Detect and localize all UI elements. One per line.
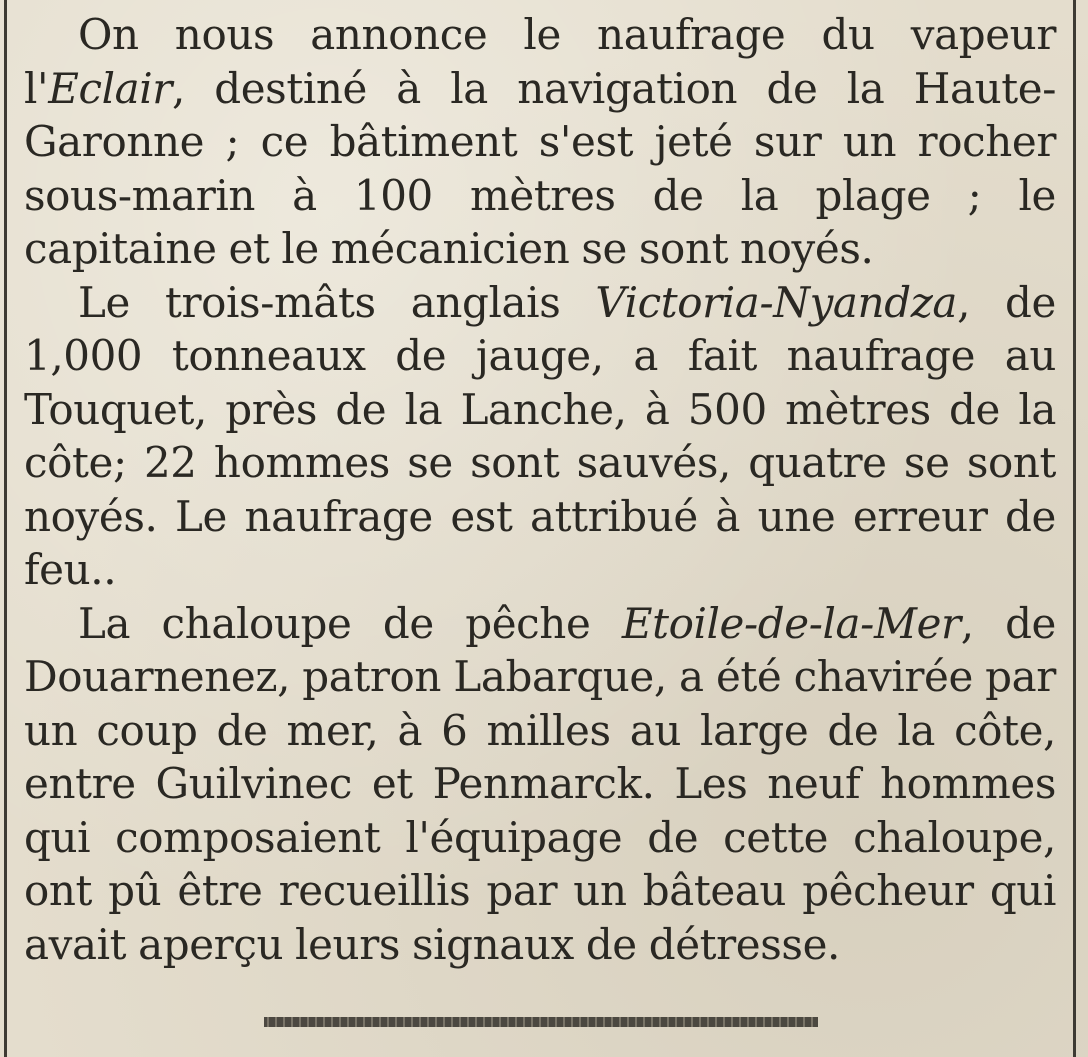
column-rule-left	[4, 0, 7, 1057]
paragraph-victoria-nyandza	[24, 276, 1056, 597]
paragraph-2-text-cont: , de 1,000 tonneaux de jauge, a fait naufrage au Touquet, près de la Lanche, à 500 mètres de la côte; 22 hommes se sont sauvés, quatre se sont noyés. Le naufrage est attribué à une erreur de feu..	[24, 277, 1056, 594]
paragraph-2-text: Le trois-mâts anglais	[78, 277, 596, 327]
article-column	[24, 8, 1056, 971]
ship-name-etoile-de-la-mer: Etoile-de-la-Mer	[621, 598, 961, 648]
section-end-rule	[264, 1017, 818, 1027]
paragraph-1-text: On nous annonce le naufrage du vapeur l'	[24, 10, 1056, 113]
column-rule-right	[1073, 0, 1076, 1057]
paragraph-1-text-cont: , destiné à la navigation de la Haute-Garonne ; ce bâtiment s'est jeté sur un rocher sous-marin à 100 mètres de la plage ; le capitaine et le mécanicien se sont noyés.	[24, 63, 1056, 273]
paragraph-eclair	[24, 8, 1056, 276]
ship-name-victoria-nyandza: Victoria-Nyandza	[595, 277, 958, 327]
paragraph-3-text-cont: , de Douarnenez, patron Labarque, a été chavirée par un coup de mer, à 6 milles au large de la côte, entre Guilvinec et Penmarck. Les neuf hommes qui composaient l'équipage de cette chaloupe, ont pû être recueillis par un bâteau pêcheur qui avait aperçu leurs signaux de détresse.	[24, 598, 1057, 969]
paragraph-etoile-de-la-mer	[24, 597, 1056, 972]
paragraph-3-text: La chaloupe de pêche	[78, 598, 622, 648]
ship-name-eclair: Eclair	[48, 63, 172, 113]
